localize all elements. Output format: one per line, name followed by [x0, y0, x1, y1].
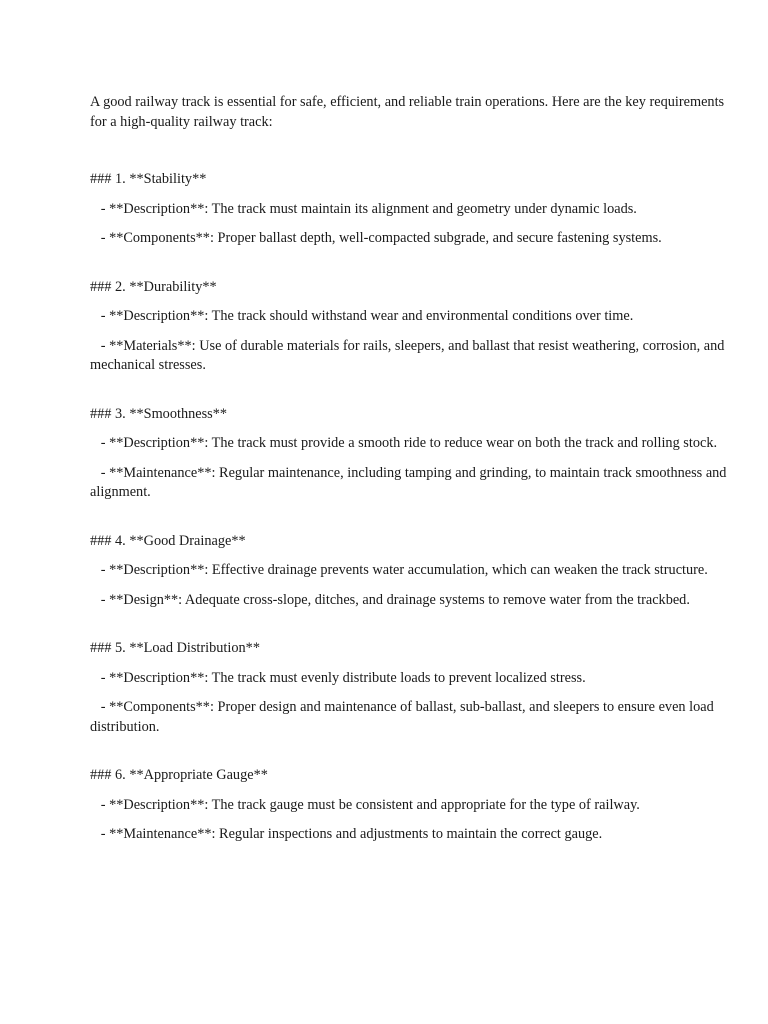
section-heading: ### 3. **Smoothness**: [90, 405, 228, 422]
section-heading: ### 5. **Load Distribution**: [90, 640, 260, 656]
section-good-drainage: [90, 532, 730, 611]
list-item: - **Components**: Proper ballast depth, well-compacted subgrade, and secure fastening systems.: [90, 230, 662, 246]
section-heading: ### 6. **Appropriate Gauge**: [90, 767, 268, 783]
section-stability: [90, 170, 730, 249]
list-item: - **Description**: Effective drainage prevents water accumulation, which can weaken the track structure.: [90, 562, 708, 578]
list-item: - **Maintenance**: Regular inspections and adjustments to maintain the correct gauge.: [90, 826, 603, 842]
list-item: - **Components**: Proper design and maintenance of ballast, sub-ballast, and sleepers to ensure even load distribution.: [90, 699, 718, 735]
section-load-distribution: [90, 639, 730, 737]
section-durability: [90, 278, 730, 376]
list-item: - **Description**: The track must maintain its alignment and geometry under dynamic loads.: [90, 200, 637, 217]
list-item: - **Description**: The track must provide a smooth ride to reduce wear on both the track and rolling stock.: [90, 435, 718, 451]
list-item: - **Materials**: Use of durable materials for rails, sleepers, and ballast that resist weathering, corrosion, and mechanical stresses.: [90, 337, 729, 373]
list-item: - **Description**: The track must evenly distribute loads to prevent localized stress.: [90, 669, 586, 686]
list-item: - **Maintenance**: Regular maintenance, including tamping and grinding, to maintain track smoothness and alignment.: [90, 464, 731, 500]
section-heading: ### 4. **Good Drainage**: [90, 532, 246, 549]
section-smoothness: [90, 405, 730, 503]
section-appropriate-gauge: [90, 766, 730, 845]
section-heading: ### 2. **Durability**: [90, 278, 217, 295]
list-item: - **Design**: Adequate cross-slope, ditches, and drainage systems to remove water from the trackbed.: [90, 591, 690, 608]
intro-paragraph: A good railway track is essential for safe, efficient, and reliable train operations. Here are the key requirements for a high-quality railway track:: [90, 94, 725, 130]
list-item: - **Description**: The track should withstand wear and environmental conditions over time.: [90, 308, 634, 324]
section-heading: ### 1. **Stability**: [90, 171, 207, 187]
list-item: - **Description**: The track gauge must be consistent and appropriate for the type of railway.: [90, 796, 640, 813]
document-page: [90, 93, 730, 855]
